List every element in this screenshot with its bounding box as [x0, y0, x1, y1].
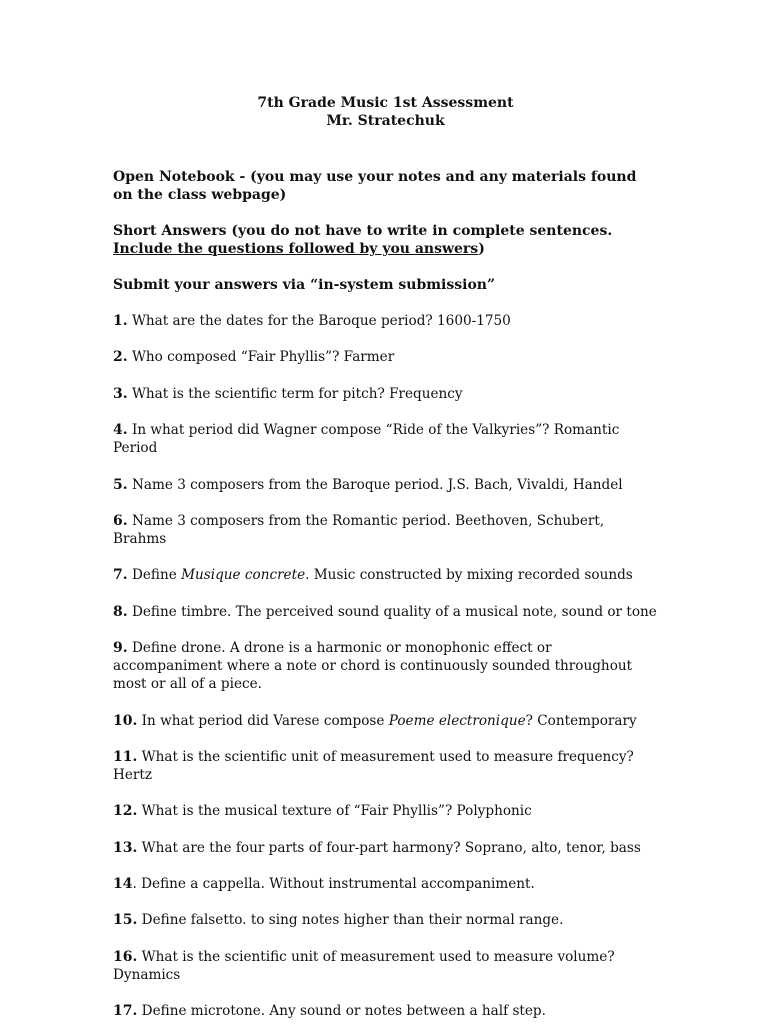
question-text: In what period did Wagner compose “Ride of the Valkyries”? Romantic Period	[113, 422, 620, 457]
question-text: Name 3 composers from the Baroque period. J.S. Bach, Vivaldi, Handel	[127, 476, 623, 493]
question-number: 16.	[113, 948, 138, 965]
question-text: Name 3 composers from the Romantic period. Beethoven, Schubert, Brahms	[113, 512, 605, 547]
short-answers-prefix: Short Answers (you do not have to write in complete sentences.	[113, 223, 613, 239]
question-text: What is the scientific term for pitch? Frequency	[127, 385, 463, 402]
question-17	[113, 1002, 658, 1020]
question-7	[113, 566, 658, 584]
question-number: 3.	[113, 385, 128, 402]
question-number: 6.	[113, 512, 128, 529]
question-text: What is the musical texture of “Fair Phyllis”? Polyphonic	[137, 803, 532, 820]
question-number: 17.	[113, 1003, 138, 1020]
question-number: 15.	[113, 912, 138, 929]
question-number: 2.	[113, 349, 128, 366]
question-number: 5.	[113, 476, 128, 493]
question-text: Define drone. A drone is a harmonic or monophonic effect or accompaniment where a note or chord is continuously sounded throughout most or all of a piece.	[113, 640, 633, 693]
open-notebook-note: Open Notebook - (you may use your notes and any materials found on the class webpage)	[113, 169, 637, 203]
document-header	[113, 94, 658, 130]
question-6	[113, 512, 658, 548]
question-number: 10.	[113, 712, 138, 729]
question-13	[113, 839, 658, 857]
question-number: 14	[113, 876, 133, 893]
short-answers-suffix: )	[478, 241, 485, 257]
question-text: . Define a cappella. Without instrumental accompaniment.	[132, 876, 535, 893]
question-text-italic: Poeme electronique	[388, 712, 526, 729]
question-number: 11.	[113, 748, 138, 765]
question-3	[113, 385, 658, 403]
question-number: 7.	[113, 567, 128, 584]
question-8	[113, 603, 658, 621]
question-number: 4.	[113, 422, 128, 439]
short-answers-note	[113, 222, 658, 258]
question-text-pre: Define	[127, 567, 182, 584]
question-text: Define timbre. The perceived sound quality of a musical note, sound or tone	[127, 603, 657, 620]
question-number: 9.	[113, 640, 128, 657]
question-number: 13.	[113, 839, 138, 856]
question-11	[113, 748, 658, 784]
question-16	[113, 948, 658, 984]
question-1	[113, 312, 658, 330]
question-14	[113, 875, 658, 893]
question-number: 8.	[113, 603, 128, 620]
document-title: 7th Grade Music 1st Assessment	[257, 95, 514, 111]
question-text-italic: Musique concrete	[181, 567, 306, 584]
short-answers-underlined: Include the questions followed by you answers	[113, 241, 479, 257]
question-9	[113, 639, 658, 693]
question-text-post: . Music constructed by mixing recorded sounds	[305, 567, 633, 584]
question-text: What are the four parts of four-part harmony? Soprano, alto, tenor, bass	[137, 839, 641, 856]
question-text-pre: In what period did Varese compose	[137, 712, 389, 729]
question-text: Define microtone. Any sound or notes between a half step.	[137, 1003, 546, 1020]
question-text: What is the scientific unit of measurement used to measure frequency? Hertz	[113, 748, 634, 783]
question-text: What is the scientific unit of measurement used to measure volume? Dynamics	[113, 948, 615, 983]
question-text-post: ? Contemporary	[525, 712, 637, 729]
teacher-name: Mr. Stratechuk	[326, 113, 445, 129]
question-text: Define falsetto. to sing notes higher than their normal range.	[137, 912, 564, 929]
question-text: What are the dates for the Baroque period? 1600-1750	[127, 313, 511, 329]
question-4	[113, 421, 658, 457]
submit-note: Submit your answers via “in-system submission”	[113, 277, 496, 293]
question-2	[113, 348, 658, 366]
question-15	[113, 911, 658, 929]
question-10	[113, 712, 658, 730]
question-number: 1.	[113, 313, 128, 329]
question-text: Who composed “Fair Phyllis”? Farmer	[127, 349, 395, 366]
question-number: 12.	[113, 803, 138, 820]
question-5	[113, 476, 658, 494]
question-12	[113, 802, 658, 820]
